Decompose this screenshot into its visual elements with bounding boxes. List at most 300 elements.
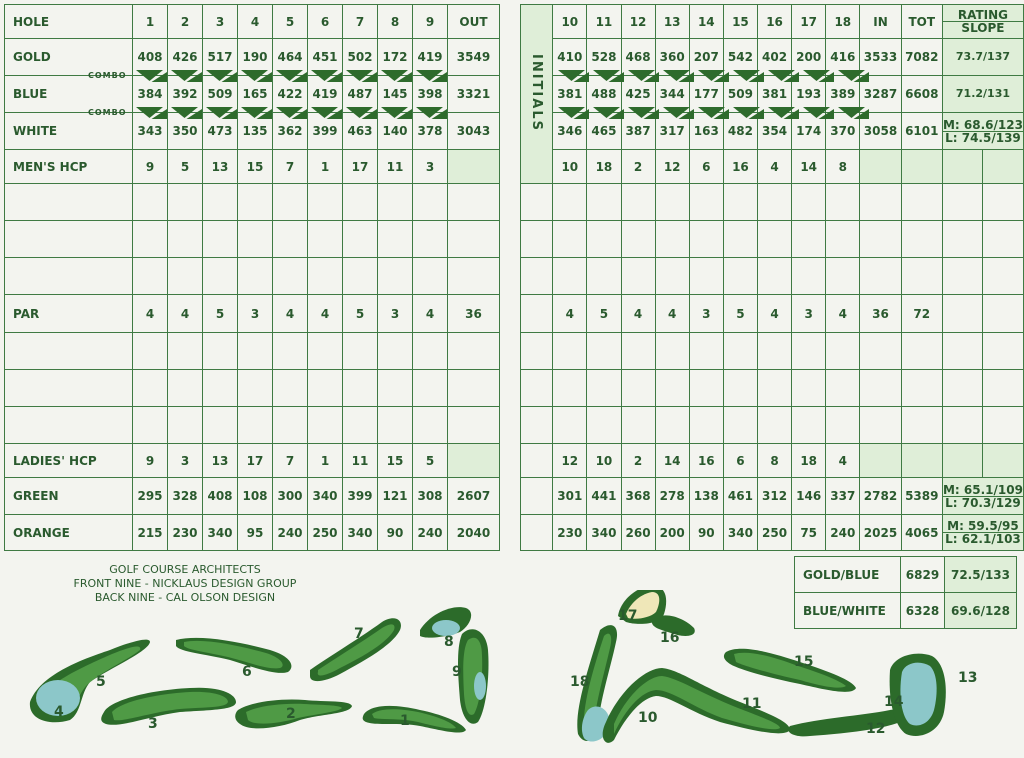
- mens_hcp-value: 8: [826, 150, 860, 184]
- ladies_hcp-value: 16: [689, 444, 723, 478]
- score-cell: [792, 407, 826, 444]
- par-value: 4: [308, 295, 343, 333]
- score-cell: [758, 184, 792, 221]
- green-value: 108: [238, 478, 273, 515]
- back-nine-table: [520, 4, 1024, 551]
- empty-cell: [521, 515, 553, 551]
- gold-value: 200: [792, 39, 826, 76]
- map-hole-number: 8: [444, 634, 454, 650]
- ladies_hcp-value: 17: [238, 444, 273, 478]
- score-cell: [983, 407, 1024, 444]
- white-value: 346: [553, 113, 587, 150]
- score-cell: [203, 258, 238, 295]
- score-cell: [792, 333, 826, 370]
- orange-value: 215: [133, 515, 168, 551]
- score-cell: [723, 370, 757, 407]
- blue-value: 165: [238, 76, 273, 113]
- map-hole-number: 1: [400, 713, 410, 729]
- score-cell: [238, 221, 273, 258]
- score-cell: [621, 370, 655, 407]
- score-cell: [860, 258, 901, 295]
- score-cell: [587, 407, 621, 444]
- score-row: [5, 333, 500, 370]
- score-cell: [723, 407, 757, 444]
- score-cell: [238, 407, 273, 444]
- score-cell: [655, 258, 689, 295]
- gold-value: 3549: [448, 39, 500, 76]
- score-cell: [378, 221, 413, 258]
- empty-cell: [860, 150, 901, 184]
- score-cell: [792, 370, 826, 407]
- ladies_hcp-value: 1: [308, 444, 343, 478]
- score-cell: [758, 407, 792, 444]
- score-cell: [521, 258, 553, 295]
- score-cell: [621, 333, 655, 370]
- par-value: 36: [860, 295, 901, 333]
- hole-number: 15: [723, 5, 757, 39]
- green-value: 5389: [901, 478, 942, 515]
- white-value: 174: [792, 113, 826, 150]
- score-cell: [521, 295, 553, 333]
- score-cell: [860, 370, 901, 407]
- orange-value: 75: [792, 515, 826, 551]
- orange-value: 250: [758, 515, 792, 551]
- hole-6-drawing: [176, 638, 291, 673]
- score-cell: [448, 370, 500, 407]
- empty-cell: [942, 295, 982, 333]
- hole-label: HOLE: [5, 5, 133, 39]
- summary-rating: 72.5/133: [945, 557, 1017, 593]
- front-nine-table: [4, 4, 500, 551]
- mens-hcp-row: [521, 150, 1024, 184]
- score-cell: [273, 184, 308, 221]
- mens_hcp-value: 5: [168, 150, 203, 184]
- blue-value: 389: [826, 76, 860, 113]
- score-cell: [689, 333, 723, 370]
- score-cell: [655, 407, 689, 444]
- score-cell: [521, 407, 553, 444]
- map-hole-number: 16: [660, 630, 680, 646]
- gold-value: 528: [587, 39, 621, 76]
- score-cell: [689, 370, 723, 407]
- score-cell: [448, 333, 500, 370]
- orange-value: 200: [655, 515, 689, 551]
- map-hole-number: 17: [618, 608, 638, 624]
- score-cell: [343, 407, 378, 444]
- score-cell: [273, 407, 308, 444]
- score-cell: [343, 370, 378, 407]
- gold-value: 464: [273, 39, 308, 76]
- score-cell: [723, 333, 757, 370]
- empty-cell: [983, 444, 1024, 478]
- score-cell: [273, 258, 308, 295]
- mens_hcp-value: 3: [413, 150, 448, 184]
- gold-value: 517: [203, 39, 238, 76]
- par-value: 3: [378, 295, 413, 333]
- par-row: [521, 295, 1024, 333]
- green-value: 278: [655, 478, 689, 515]
- score-cell: [587, 333, 621, 370]
- white-value: 3058: [860, 113, 901, 150]
- score-cell: [689, 221, 723, 258]
- score-cell: [133, 333, 168, 370]
- blue-value: 392: [168, 76, 203, 113]
- ladies_hcp-value: 13: [203, 444, 238, 478]
- blue-value: 145: [378, 76, 413, 113]
- map-hole-number: 11: [742, 696, 762, 712]
- score-cell: [413, 258, 448, 295]
- mens_hcp-value: 14: [792, 150, 826, 184]
- map-hole-number: 9: [452, 664, 462, 680]
- map-hole-number: 2: [286, 706, 296, 722]
- score-cell: [621, 258, 655, 295]
- hole-number: 8: [378, 5, 413, 39]
- score-cell: [308, 370, 343, 407]
- score-cell: [655, 221, 689, 258]
- score-cell: [792, 221, 826, 258]
- ladies-hcp-row: [521, 444, 1024, 478]
- score-cell: [238, 370, 273, 407]
- white-value: 473: [203, 113, 238, 150]
- score-cell: [521, 184, 553, 221]
- score-cell: [168, 370, 203, 407]
- orange-value: 240: [273, 515, 308, 551]
- green-value: 368: [621, 478, 655, 515]
- orange-value: 90: [378, 515, 413, 551]
- score-cell: [860, 407, 901, 444]
- orange-rating: [942, 515, 1023, 551]
- score-cell: [655, 184, 689, 221]
- score-cell: [942, 370, 982, 407]
- ladies_hcp-value: 3: [168, 444, 203, 478]
- score-cell: [273, 370, 308, 407]
- mens_hcp-value: 6: [689, 150, 723, 184]
- score-cell: [655, 370, 689, 407]
- blue-label: BLUE: [5, 76, 133, 113]
- green-value: 300: [273, 478, 308, 515]
- score-cell: [378, 184, 413, 221]
- mens_hcp-value: 7: [273, 150, 308, 184]
- score-cell: [826, 333, 860, 370]
- score-cell: [5, 370, 133, 407]
- score-cell: [203, 221, 238, 258]
- ladies_hcp-value: 8: [758, 444, 792, 478]
- empty-cell: [942, 150, 982, 184]
- score-cell: [553, 258, 587, 295]
- hole-number: OUT: [448, 5, 500, 39]
- orange-value: 340: [203, 515, 238, 551]
- empty-cell: [521, 478, 553, 515]
- map-hole-number: 6: [242, 664, 252, 680]
- score-row: [5, 184, 500, 221]
- hole-number: 2: [168, 5, 203, 39]
- score-cell: [983, 258, 1024, 295]
- blue-value: 6608: [901, 76, 942, 113]
- score-cell: [723, 221, 757, 258]
- score-cell: [343, 333, 378, 370]
- score-cell: [553, 333, 587, 370]
- par-value: 4: [413, 295, 448, 333]
- orange-value: 95: [238, 515, 273, 551]
- mens_hcp-value: 16: [723, 150, 757, 184]
- green-value: 312: [758, 478, 792, 515]
- hole-number: 14: [689, 5, 723, 39]
- score-cell: [942, 333, 982, 370]
- score-cell: [413, 184, 448, 221]
- par-value: 4: [133, 295, 168, 333]
- score-cell: [273, 221, 308, 258]
- ladies_hcp-value: 14: [655, 444, 689, 478]
- score-cell: [168, 407, 203, 444]
- green-value: 2607: [448, 478, 500, 515]
- score-cell: [448, 407, 500, 444]
- white-value: 370: [826, 113, 860, 150]
- green-value: 408: [203, 478, 238, 515]
- orange-value: 90: [689, 515, 723, 551]
- gold-value: 402: [758, 39, 792, 76]
- score-cell: [133, 258, 168, 295]
- gold-label: GOLD: [5, 39, 133, 76]
- white-value: 135: [238, 113, 273, 150]
- green-value: 399: [343, 478, 378, 515]
- hole-number: 13: [655, 5, 689, 39]
- gold-value: 207: [689, 39, 723, 76]
- score-cell: [5, 221, 133, 258]
- orange-value: 340: [343, 515, 378, 551]
- hole-number: 17: [792, 5, 826, 39]
- orange-value: 2025: [860, 515, 901, 551]
- score-cell: [133, 221, 168, 258]
- gold-value: 3533: [860, 39, 901, 76]
- mens_hcp-value: 18: [587, 150, 621, 184]
- summary-label: BLUE/WHITE: [795, 593, 901, 629]
- mens_hcp-value: 13: [203, 150, 238, 184]
- score-cell: [378, 370, 413, 407]
- white-value: 465: [587, 113, 621, 150]
- map-hole-number: 4: [54, 704, 64, 720]
- white-value: 343: [133, 113, 168, 150]
- score-cell: [133, 370, 168, 407]
- score-cell: [413, 221, 448, 258]
- ladies_hcp-value: 7: [273, 444, 308, 478]
- score-row: [5, 258, 500, 295]
- white-value: 350: [168, 113, 203, 150]
- summary-row-gold-blue: [795, 557, 1017, 593]
- score-cell: [238, 184, 273, 221]
- blue-value: 344: [655, 76, 689, 113]
- blue-value: 419: [308, 76, 343, 113]
- mens_hcp-value: 17: [343, 150, 378, 184]
- green-value: 138: [689, 478, 723, 515]
- combo-label: COMBO: [88, 108, 127, 117]
- orange-value: 340: [723, 515, 757, 551]
- white-value: 482: [723, 113, 757, 150]
- ladies_hcp-value: 10: [587, 444, 621, 478]
- white-value: 399: [308, 113, 343, 150]
- white-value: 317: [655, 113, 689, 150]
- green-value: 295: [133, 478, 168, 515]
- hole-number: 3: [203, 5, 238, 39]
- hole-number: 1: [133, 5, 168, 39]
- mens_hcp-value: 2: [621, 150, 655, 184]
- score-row: [521, 333, 1024, 370]
- ladies-hcp-row: [5, 444, 500, 478]
- blue-value: 425: [621, 76, 655, 113]
- hole-row: [521, 5, 1024, 39]
- mens-rating: M: 65.1/109: [942, 482, 1023, 497]
- combo-label: COMBO: [88, 71, 127, 80]
- hole-number: 7: [343, 5, 378, 39]
- white-value: 3043: [448, 113, 500, 150]
- par-value: 4: [273, 295, 308, 333]
- score-cell: [5, 407, 133, 444]
- mens-rating: M: 68.6/123: [942, 117, 1023, 132]
- score-row: [521, 258, 1024, 295]
- orange-value: 340: [587, 515, 621, 551]
- gold-value: 468: [621, 39, 655, 76]
- score-cell: [689, 184, 723, 221]
- gold-value: 360: [655, 39, 689, 76]
- orange-value: 230: [553, 515, 587, 551]
- mens_hcp-value: 9: [133, 150, 168, 184]
- par-label: PAR: [5, 295, 133, 333]
- score-cell: [901, 370, 942, 407]
- hole-number: 18: [826, 5, 860, 39]
- initials-label: INITIALS: [529, 53, 545, 132]
- gold-value: 410: [553, 39, 587, 76]
- gold-value: 542: [723, 39, 757, 76]
- score-cell: [942, 407, 982, 444]
- score-cell: [983, 370, 1024, 407]
- score-cell: [133, 407, 168, 444]
- score-cell: [860, 333, 901, 370]
- score-cell: [273, 333, 308, 370]
- white-value: 362: [273, 113, 308, 150]
- score-cell: [587, 258, 621, 295]
- score-row: [521, 221, 1024, 258]
- hole-number: 9: [413, 5, 448, 39]
- score-cell: [942, 184, 982, 221]
- white-row: [5, 113, 500, 150]
- score-cell: [168, 184, 203, 221]
- score-cell: [826, 370, 860, 407]
- gold-value: 408: [133, 39, 168, 76]
- hole-1-drawing: [363, 706, 466, 733]
- score-cell: [655, 333, 689, 370]
- rating-slope-header: [942, 5, 1023, 39]
- white-rating: [942, 113, 1023, 150]
- score-cell: [758, 258, 792, 295]
- score-cell: [758, 370, 792, 407]
- gold-value: 502: [343, 39, 378, 76]
- ladies_hcp-label: LADIES' HCP: [5, 444, 133, 478]
- ladies_hcp-value: 4: [826, 444, 860, 478]
- blue-row: [5, 76, 500, 113]
- score-cell: [621, 184, 655, 221]
- green-label: GREEN: [5, 478, 133, 515]
- hole-number: 10: [553, 5, 587, 39]
- green-value: 121: [378, 478, 413, 515]
- mens_hcp-value: 11: [378, 150, 413, 184]
- blue-value: 177: [689, 76, 723, 113]
- credits-title: GOLF COURSE ARCHITECTS: [109, 563, 261, 576]
- score-cell: [792, 184, 826, 221]
- orange-value: 240: [826, 515, 860, 551]
- score-cell: [689, 258, 723, 295]
- score-cell: [621, 407, 655, 444]
- score-cell: [792, 258, 826, 295]
- summary-yards: 6328: [901, 593, 945, 629]
- score-cell: [621, 221, 655, 258]
- map-hole-number: 3: [148, 716, 158, 732]
- score-cell: [901, 221, 942, 258]
- score-row: [521, 370, 1024, 407]
- orange-tee-row: [5, 515, 500, 551]
- gold-rating: 73.7/137: [942, 39, 1023, 76]
- white-value: 163: [689, 113, 723, 150]
- hole-number: 16: [758, 5, 792, 39]
- map-hole-number: 5: [96, 674, 106, 690]
- hole-number: 11: [587, 5, 621, 39]
- score-cell: [448, 184, 500, 221]
- score-cell: [826, 184, 860, 221]
- map-hole-number: 18: [570, 674, 590, 690]
- score-cell: [983, 184, 1024, 221]
- par-value: 4: [621, 295, 655, 333]
- score-cell: [203, 407, 238, 444]
- hole-number: IN: [860, 5, 901, 39]
- white-value: 140: [378, 113, 413, 150]
- par-value: 5: [723, 295, 757, 333]
- course-map: [0, 590, 1024, 758]
- hole-number: 5: [273, 5, 308, 39]
- white-value: 387: [621, 113, 655, 150]
- credits-back-nine: BACK NINE - CAL OLSON DESIGN: [94, 591, 276, 604]
- hole-number: 4: [238, 5, 273, 39]
- ladies_hcp-value: 5: [413, 444, 448, 478]
- score-cell: [521, 221, 553, 258]
- score-row: [521, 407, 1024, 444]
- empty-cell: [983, 295, 1024, 333]
- score-cell: [553, 370, 587, 407]
- score-cell: [413, 370, 448, 407]
- score-cell: [308, 221, 343, 258]
- map-hole-number: 12: [866, 721, 886, 737]
- score-row: [5, 370, 500, 407]
- score-cell: [238, 333, 273, 370]
- score-cell: [448, 221, 500, 258]
- score-cell: [168, 258, 203, 295]
- orange-value: 240: [413, 515, 448, 551]
- score-cell: [203, 370, 238, 407]
- map-hole-number: 7: [354, 626, 364, 642]
- ladies-rating: L: 74.5/139: [943, 131, 1023, 144]
- score-cell: [133, 184, 168, 221]
- score-row: [5, 407, 500, 444]
- blue-value: 509: [203, 76, 238, 113]
- empty-cell: [901, 444, 942, 478]
- score-cell: [203, 184, 238, 221]
- summary-yards: 6829: [901, 557, 945, 593]
- score-cell: [901, 258, 942, 295]
- ladies-rating: L: 62.1/103: [943, 532, 1023, 545]
- map-hole-number: 13: [958, 670, 978, 686]
- hole-row: [5, 5, 500, 39]
- score-cell: [521, 333, 553, 370]
- blue-rating: 71.2/131: [942, 76, 1023, 113]
- gold-row: [521, 39, 1024, 76]
- score-cell: [413, 333, 448, 370]
